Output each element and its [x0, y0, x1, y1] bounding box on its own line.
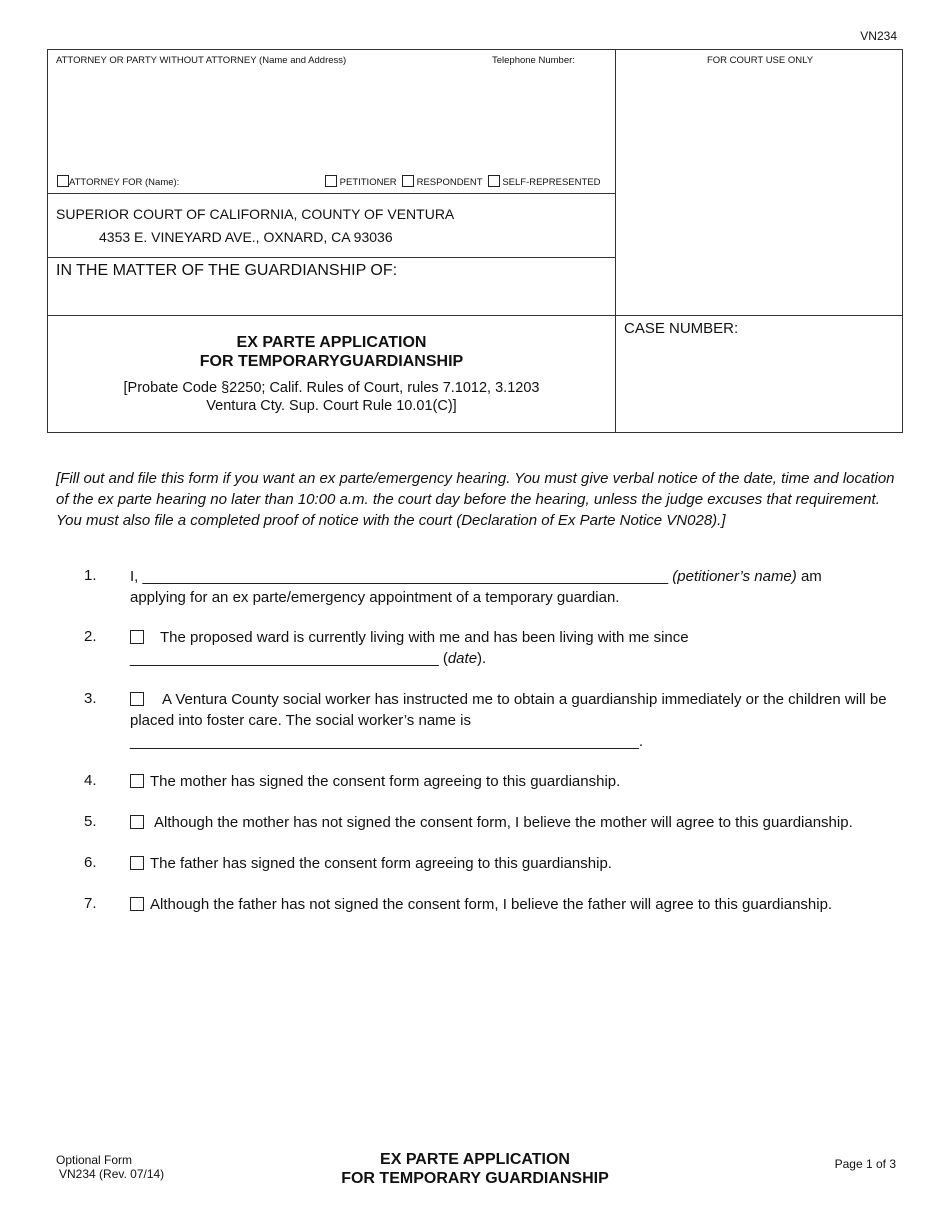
item-number: 5.	[84, 813, 97, 830]
social-worker-name-field[interactable]: _____________________________________________________________.	[130, 733, 644, 750]
item-number: 2.	[84, 628, 97, 645]
divider	[48, 193, 615, 194]
court-address: 4353 E. VINEYARD AVE., OXNARD, CA 93036	[99, 229, 393, 245]
item-5-checkbox[interactable]	[130, 815, 144, 829]
item-number: 6.	[84, 854, 97, 871]
attorney-for-checkbox[interactable]	[57, 175, 69, 187]
living-since-date-field[interactable]: _____________________________________	[130, 650, 439, 667]
attorney-for-row	[57, 175, 179, 188]
item-6-text: The father has signed the consent form agreeing to this guardianship.	[150, 855, 612, 872]
item-6-checkbox[interactable]	[130, 856, 144, 870]
respondent-label: RESPONDENT	[416, 177, 483, 188]
item-3-text: A Ventura County social worker has instructed me to obtain a guardianship immediately or the children will be placed into foster care. The social worker’s name is	[130, 691, 887, 729]
item-3-checkbox[interactable]	[130, 692, 144, 706]
form-title-line2: FOR TEMPORARYGUARDIANSHIP	[199, 353, 464, 370]
item-2: The proposed ward is currently living with me and has been living with me since _____________________________________ (date).	[130, 629, 689, 667]
self-represented-label: SELF-REPRESENTED	[502, 177, 601, 188]
petitioner-checkbox[interactable]	[325, 175, 337, 187]
item-4-checkbox[interactable]	[130, 774, 144, 788]
page-number: Page 1 of 3	[834, 1157, 896, 1171]
item-5-text: Although the mother has not signed the consent form, I believe the mother will agree to this guardianship.	[154, 814, 853, 831]
form-title-line1: EX PARTE APPLICATION	[236, 334, 427, 351]
court-use-label: FOR COURT USE ONLY	[706, 55, 814, 66]
item-7-text: Although the father has not signed the consent form, I believe the father will agree to this guardianship.	[150, 896, 833, 913]
party-type-row	[325, 175, 601, 188]
petitioner-name-field[interactable]: _______________________________________________________________	[142, 568, 669, 585]
item-number: 1.	[84, 567, 97, 584]
item-number: 4.	[84, 772, 97, 789]
attorney-label: ATTORNEY OR PARTY WITHOUT ATTORNEY (Name and Address)	[56, 55, 347, 66]
form-revision: VN234 (Rev. 07/14)	[59, 1167, 165, 1181]
form-title	[48, 333, 615, 415]
item-1-line2: applying for an ex parte/emergency appointment of a temporary guardian.	[130, 589, 620, 606]
date-hint: date	[447, 650, 478, 667]
footer-title-line2: FOR TEMPORARY GUARDIANSHIP	[341, 1170, 609, 1187]
telephone-label: Telephone Number:	[492, 55, 575, 66]
item-number: 3.	[84, 690, 97, 707]
item-2-text: The proposed ward is currently living with me and has been living with me since	[160, 629, 689, 646]
attorney-for-label: ATTORNEY FOR (Name):	[69, 177, 180, 188]
caption-divider	[615, 50, 616, 432]
instructions: [Fill out and file this form if you want an ex parte/emergency hearing. You must give verbal notice of the date, time and location of the ex parte hearing no later than 10:00 a.m. the court day before the hearing, unless the judge excuses that requirement. You must also file a completed proof of notice with the court (Declaration of Ex Parte Notice VN028).]	[56, 470, 895, 529]
item-5	[130, 812, 920, 833]
citation-line1: [Probate Code §2250; Calif. Rules of Court, rules 7.1012, 3.1203	[123, 380, 540, 396]
optional-form-label: Optional Form	[56, 1153, 133, 1167]
petitioner-name-hint: (petitioner’s name)	[672, 568, 797, 585]
self-represented-checkbox[interactable]	[488, 175, 500, 187]
item-4	[130, 771, 905, 792]
item-1-suffix: am	[796, 568, 822, 585]
item-3	[130, 689, 905, 752]
item-1-prefix: I,	[130, 568, 143, 585]
divider	[48, 257, 615, 258]
footer-title	[0, 1150, 950, 1188]
case-number-label: CASE NUMBER:	[624, 320, 739, 337]
divider	[48, 315, 903, 316]
matter-label: IN THE MATTER OF THE GUARDIANSHIP OF:	[56, 262, 398, 279]
item-4-text: The mother has signed the consent form agreeing to this guardianship.	[150, 773, 621, 790]
item-2-checkbox[interactable]	[130, 630, 144, 644]
item-1	[130, 566, 905, 608]
item-6	[130, 853, 905, 874]
court-name: SUPERIOR COURT OF CALIFORNIA, COUNTY OF VENTURA	[56, 206, 455, 222]
item-7-checkbox[interactable]	[130, 897, 144, 911]
footer-title-line1: EX PARTE APPLICATION	[380, 1151, 570, 1168]
respondent-checkbox[interactable]	[402, 175, 414, 187]
caption-box	[47, 49, 903, 433]
item-7	[130, 894, 905, 915]
form-id: VN234	[860, 29, 897, 43]
item-number: 7.	[84, 895, 97, 912]
citation-line2: Ventura Cty. Sup. Court Rule 10.01(C)]	[206, 398, 457, 414]
petitioner-label: PETITIONER	[339, 177, 397, 188]
